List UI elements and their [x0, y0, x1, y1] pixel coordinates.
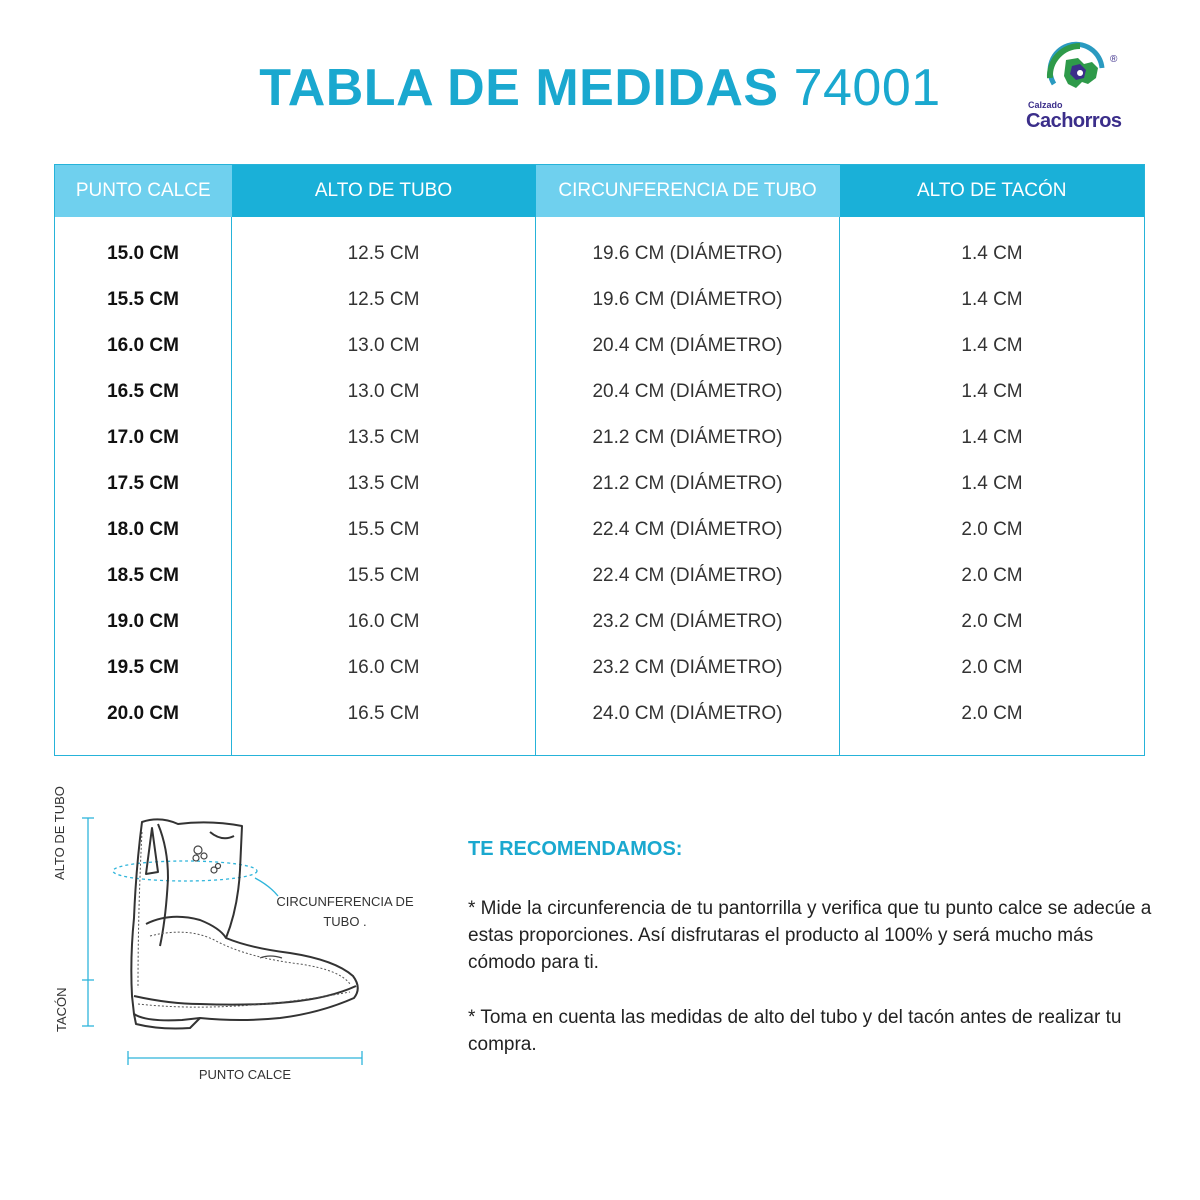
title-text: TABLA DE MEDIDAS: [259, 59, 779, 117]
table-cell: 21.2 CM (DIÁMETRO): [536, 415, 840, 461]
table-cell: 13.0 CM: [232, 323, 536, 369]
table-cell: 1.4 CM: [840, 323, 1145, 369]
table-cell: 16.5 CM: [107, 380, 179, 402]
brand-name: Cachorros: [1026, 110, 1122, 132]
table-row: [55, 323, 1145, 369]
table-cell: 15.0 CM: [107, 243, 179, 265]
table-row: [55, 231, 1145, 277]
table-row: [55, 277, 1145, 323]
table-cell: 19.0 CM: [107, 610, 179, 632]
size-table: [54, 164, 1145, 756]
recommendation-paragraph-2: * Toma en cuenta las medidas de alto del tubo y del tacón antes de realizar tu compra.: [468, 1007, 1122, 1055]
table-cell: 16.5 CM: [232, 691, 536, 737]
table-row: [55, 507, 1145, 553]
table-cell: 2.0 CM: [840, 507, 1145, 553]
table-cell: 23.2 CM (DIÁMETRO): [536, 645, 840, 691]
table-cell: 2.0 CM: [840, 645, 1145, 691]
table-cell: 1.4 CM: [840, 415, 1145, 461]
table-cell: 15.5 CM: [107, 289, 179, 311]
punto-calce-label: PUNTO CALCE: [198, 1067, 292, 1082]
table-cell: 20.4 CM (DIÁMETRO): [536, 369, 840, 415]
table-header-row: [55, 165, 1145, 218]
table-cell: 19.6 CM (DIÁMETRO): [536, 231, 840, 277]
tacon-label: TACÓN: [54, 987, 69, 1032]
table-cell: 15.5 CM: [232, 553, 536, 599]
table-row: [55, 461, 1145, 507]
table-row: [55, 369, 1145, 415]
table-cell: 22.4 CM (DIÁMETRO): [536, 507, 840, 553]
table-cell: 22.4 CM (DIÁMETRO): [536, 553, 840, 599]
table-cell: 19.5 CM: [107, 656, 179, 678]
table-body: [55, 217, 1145, 756]
table-cell: 16.0 CM: [232, 599, 536, 645]
recommendation-paragraph-1: * Mide la circunferencia de tu pantorrilla y verifica que tu punto calce se adecúe a estas proporciones. Así disfrutaras el producto al 100% y será mucho más cómodo para ti.: [468, 898, 1152, 973]
table-cell: 21.2 CM (DIÁMETRO): [536, 461, 840, 507]
table-cell: 23.2 CM (DIÁMETRO): [536, 599, 840, 645]
table-cell: 24.0 CM (DIÁMETRO): [536, 691, 840, 737]
table-cell: 1.4 CM: [840, 461, 1145, 507]
table-cell: 16.0 CM: [107, 335, 179, 356]
table-cell: 20.4 CM (DIÁMETRO): [536, 323, 840, 369]
table-cell: 12.5 CM: [232, 231, 536, 277]
cachorros-logo-icon: [1026, 38, 1138, 108]
table-cell: 13.0 CM: [232, 369, 536, 415]
table-row: [55, 645, 1145, 691]
brand-logo: [1026, 38, 1138, 134]
table-cell: 17.0 CM: [107, 426, 179, 448]
circunferencia-label: CIRCUNFERENCIA DE TUBO .: [276, 894, 414, 929]
page-title: [0, 58, 1200, 118]
table-cell: 15.5 CM: [232, 507, 536, 553]
table-cell: 1.4 CM: [840, 369, 1145, 415]
column-header: CIRCUNFERENCIA DE TUBO: [536, 165, 840, 218]
column-header: PUNTO CALCE: [55, 165, 232, 218]
table-cell: 13.5 CM: [232, 415, 536, 461]
table-row: [55, 415, 1145, 461]
table-cell: 18.5 CM: [107, 564, 179, 586]
alto-de-tubo-label: ALTO DE TUBO: [52, 786, 67, 880]
table-cell: 1.4 CM: [840, 231, 1145, 277]
table-cell: 2.0 CM: [840, 553, 1145, 599]
boot-outline-icon: [50, 808, 440, 1098]
table-cell: 19.6 CM (DIÁMETRO): [536, 277, 840, 323]
table-row: [55, 553, 1145, 599]
table-cell: 12.5 CM: [232, 277, 536, 323]
title-number: 74001: [793, 59, 941, 117]
table-cell: 1.4 CM: [840, 277, 1145, 323]
table-cell: 20.0 CM: [107, 702, 179, 724]
table-cell: 17.5 CM: [107, 472, 179, 494]
column-header: ALTO DE TUBO: [232, 165, 536, 218]
brand-tagline: Calzado: [1028, 100, 1063, 110]
table-cell: 2.0 CM: [840, 691, 1145, 737]
table-cell: 18.0 CM: [107, 518, 179, 540]
table-cell: 2.0 CM: [840, 599, 1145, 645]
table-cell: 13.5 CM: [232, 461, 536, 507]
column-header: ALTO DE TACÓN: [840, 165, 1145, 218]
registered-mark: ®: [1110, 54, 1118, 65]
recommendations-title: TE RECOMENDAMOS:: [468, 838, 683, 860]
table-cell: 16.0 CM: [232, 645, 536, 691]
table-row: [55, 691, 1145, 737]
table-row: [55, 599, 1145, 645]
